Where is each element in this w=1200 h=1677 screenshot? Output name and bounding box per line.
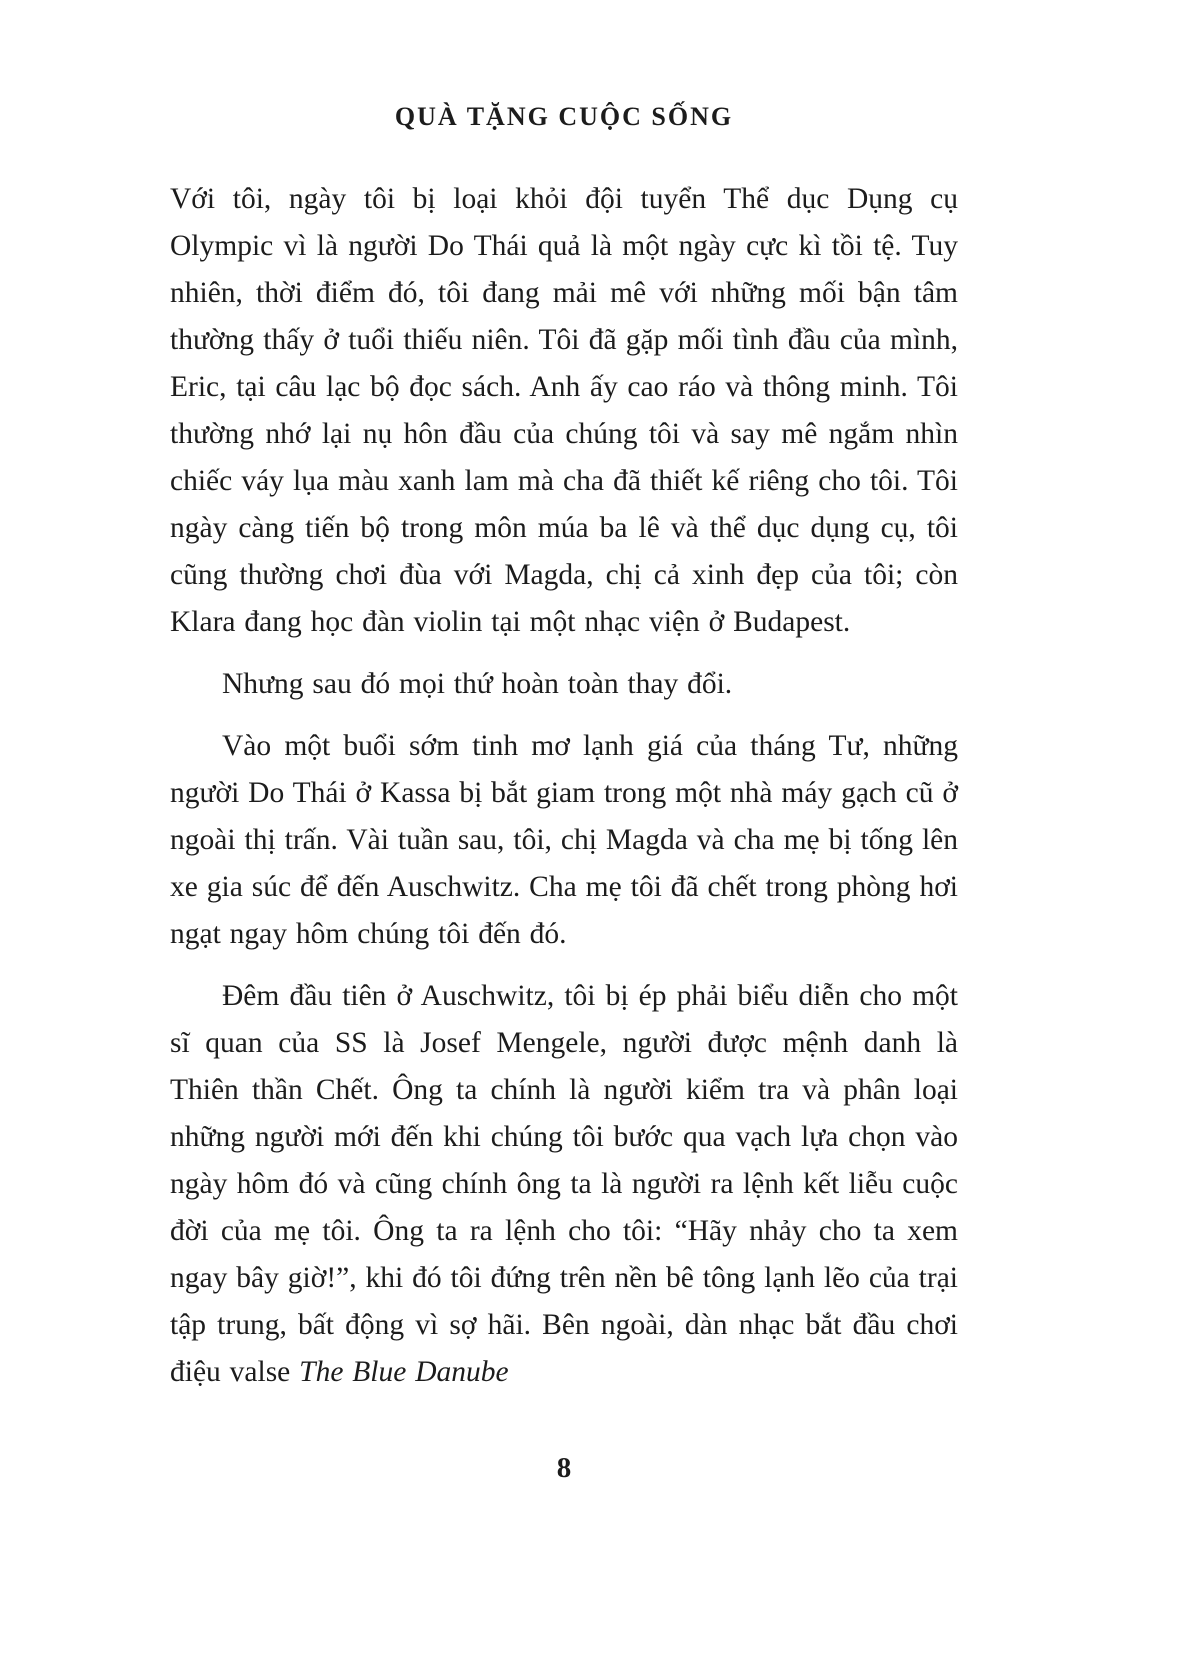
text-segment: Đêm đầu tiên ở Auschwitz, tôi bị ép phải biểu diễn cho một sĩ quan của SS là Josef Mengele, người được mệnh danh là Thiên thần Chết. Ông ta chính là người kiểm tra và phân loại những người mới đến khi chúng tôi bước qua vạch lựa chọn vào ngày hôm đó và cũng chính ông ta là người ra lệnh kết liễu cuộc đời của mẹ tôi. Ông ta ra lệnh cho tôi: “Hãy nhảy cho ta xem ngay bây giờ!”, khi đó tôi đứng trên nền bê tông lạnh lẽo của trại tập trung, bất động vì sợ hãi. Bên ngoài, dàn nhạc bắt đầu chơi điệu valse: [170, 980, 958, 1388]
page-number: 8: [556, 1452, 572, 1484]
body-text: [170, 176, 958, 1396]
book-page: [170, 0, 958, 1677]
paragraph: [170, 176, 958, 646]
text-segment: Nhưng sau đó mọi thứ hoàn toàn thay đổi.: [222, 668, 733, 700]
running-header: QUÀ TẶNG CUỘC SỐNG: [394, 102, 734, 131]
paragraph: [170, 723, 958, 958]
paragraph: [170, 973, 958, 1396]
italic-text-segment: The Blue Danube: [299, 1356, 509, 1388]
paragraph: [170, 661, 958, 708]
text-segment: Với tôi, ngày tôi bị loại khỏi đội tuyển Thể dục Dụng cụ Olympic vì là người Do Thái quả là một ngày cực kì tồi tệ. Tuy nhiên, thời điểm đó, tôi đang mải mê với những mối bận tâm thường thấy ở tuổi thiếu niên. Tôi đã gặp mối tình đầu của mình, Eric, tại câu lạc bộ đọc sách. Anh ấy cao ráo và thông minh. Tôi thường nhớ lại nụ hôn đầu của chúng tôi và say mê ngắm nhìn chiếc váy lụa màu xanh lam mà cha đã thiết kế riêng cho tôi. Tôi ngày càng tiến bộ trong môn múa ba lê và thể dục dụng cụ, tôi cũng thường chơi đùa với Magda, chị cả xinh đẹp của tôi; còn Klara đang học đàn violin tại một nhạc viện ở Budapest.: [170, 183, 958, 638]
text-segment: Vào một buổi sớm tinh mơ lạnh giá của tháng Tư, những người Do Thái ở Kassa bị bắt giam trong một nhà máy gạch cũ ở ngoài thị trấn. Vài tuần sau, tôi, chị Magda và cha mẹ bị tống lên xe gia súc để đến Auschwitz. Cha mẹ tôi đã chết trong phòng hơi ngạt ngay hôm chúng tôi đến đó.: [170, 730, 958, 950]
